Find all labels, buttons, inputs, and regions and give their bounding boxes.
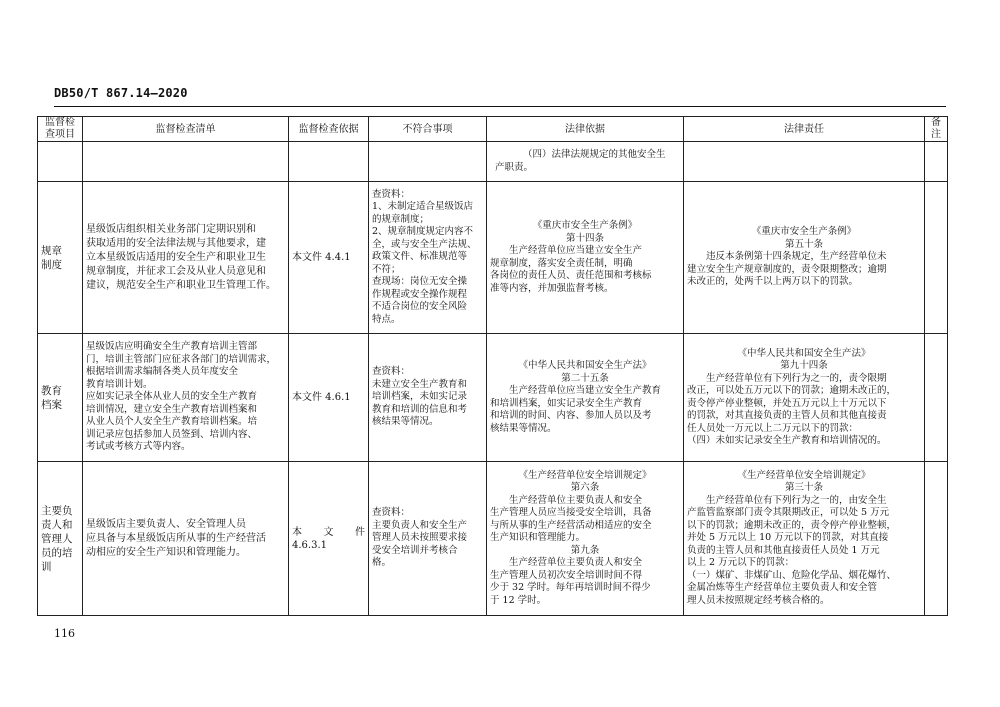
basis-cell bbox=[289, 142, 369, 182]
liability-cell: 《生产经营单位安全培训规定》 第三十条 生产经营单位有下列行为之一的，由安全生 产监管监察部门责令其限期改正，可以处 5 万元 以下的罚款；逾期未改正的，责令停产停业整顿， 并处 5 万元以上 10 万元以下的罚款，对其直接 负责的主管人员和其他直接责任人员处 1 万元 以上 2 万元以下的罚款： （一）煤矿、非煤矿山、危险化学品、烟花爆竹、 金属冶炼等生产经营单位主要负责人和安全管 理人员未按照规定经考核合格的。 bbox=[684, 462, 925, 616]
header-remark: 备 注 bbox=[925, 117, 948, 142]
supervision-table bbox=[37, 116, 948, 616]
document-number: DB50/T 867.14—2020 bbox=[54, 86, 188, 100]
checklist-cell bbox=[83, 142, 289, 182]
basis-cell: 本文件 4.6.1 bbox=[289, 334, 369, 462]
remark-cell bbox=[925, 182, 948, 334]
item-cell: 主要负 责人和 管理人 员的培 训 bbox=[38, 462, 83, 616]
header-basis: 监督检查依据 bbox=[289, 117, 369, 142]
nonconform-cell: 查资料： 未建立安全生产教育和 培训档案，未如实记录 教育和培训的信息和考 核结果等情况。 bbox=[369, 334, 487, 462]
nonconform-cell bbox=[369, 142, 487, 182]
remark-cell bbox=[925, 142, 948, 182]
item-cell: 教育 档案 bbox=[38, 334, 83, 462]
liability-cell: 《中华人民共和国安全生产法》 第九十四条 生产经营单位有下列行为之一的，责令限期 改正，可以处五万元以下的罚款；逾期未改正的， 责令停产停业整顿，并处五万元以上十万元以下 的罚款，对其直接负责的主管人员和其他直接责 任人员处一万元以上二万元以下的罚款： （四）未如实记录安全生产教育和培训情况的。 bbox=[684, 334, 925, 462]
law-cell: 《重庆市安全生产条例》 第十四条 生产经营单位应当建立安全生产 规章制度，落实安全责任制，明确 各岗位的责任人员、责任范围和考核标 准等内容，并加强监督考核。 bbox=[487, 182, 684, 334]
table-row bbox=[38, 182, 948, 334]
law-cell: （四）法律法规规定的其他安全生 产职责。 bbox=[487, 142, 684, 182]
page-number: 116 bbox=[54, 627, 75, 640]
table-row bbox=[38, 462, 948, 616]
header-law: 法律依据 bbox=[487, 117, 684, 142]
header-rule bbox=[54, 106, 946, 107]
nonconform-cell: 查资料： 1、未制定适合星级饭店 的规章制度； 2、规章制度规定内容不 全，或与安全生产法规、 政策文件、标准规范等 不符； 查现场：岗位无安全操 作规程或安全操作规程 不适合岗位的安全风险 特点。 bbox=[369, 182, 487, 334]
law-cell: 《中华人民共和国安全生产法》 第二十五条 生产经营单位应当建立安全生产教育 和培训档案，如实记录安全生产教育 和培训的时间、内容、参加人员以及考 核结果等情况。 bbox=[487, 334, 684, 462]
header-item: 监督检 查项目 bbox=[38, 117, 83, 142]
basis-cell: 本文件 4.4.1 bbox=[289, 182, 369, 334]
item-cell bbox=[38, 142, 83, 182]
table-header-row bbox=[38, 117, 948, 142]
header-nonconform: 不符合事项 bbox=[369, 117, 487, 142]
remark-cell bbox=[925, 334, 948, 462]
item-cell: 规章 制度 bbox=[38, 182, 83, 334]
liability-cell: 《重庆市安全生产条例》 第五十条 违反本条例第十四条规定，生产经营单位未 建立安全生产规章制度的，责令限期整改；逾期 未改正的，处两千以上两万以下的罚款。 bbox=[684, 182, 925, 334]
table-row bbox=[38, 142, 948, 182]
liability-cell bbox=[684, 142, 925, 182]
checklist-cell: 星级饭店组织相关业务部门定期识别和 获取适用的安全法律法规与其他要求，建 立本星级饭店适用的安全生产和职业卫生 规章制度，并征求工会及从业人员意见和 建议，规范安全生产和职业卫生管理工作。 bbox=[83, 182, 289, 334]
header-checklist: 监督检查清单 bbox=[83, 117, 289, 142]
nonconform-cell: 查资料： 主要负责人和安全生产 管理人员未按照要求接 受安全培训并考核合 格。 bbox=[369, 462, 487, 616]
checklist-cell: 星级饭店主要负责人、安全管理人员 应具备与本星级饭店所从事的生产经营活 动相应的安全生产知识和管理能力。 bbox=[83, 462, 289, 616]
law-cell: 《生产经营单位安全培训规定》 第六条 生产经营单位主要负责人和安全 生产管理人员应当接受安全培训，具备 与所从事的生产经营活动相适应的安全 生产知识和管理能力。 第九条 生产经营单位主要负责人和安全 生产管理人员初次安全培训时间不得 少于 32 学时。每年再培训时间不得少 于 12 学时。 bbox=[487, 462, 684, 616]
table-row bbox=[38, 334, 948, 462]
remark-cell bbox=[925, 462, 948, 616]
basis-cell: 本 文 件 4.6.3.1 bbox=[289, 462, 369, 616]
checklist-cell: 星级饭店应明确安全生产教育培训主管部 门，培训主管部门应征求各部门的培训需求， 根据培训需求编制各类人员年度安全 教育培训计划。 应如实记录全体从业人员的安全生产教育 培训情况，建立安全生产教育培训档案和 从业人员个人安全生产教育培训档案。培 训记录应包括参加人员签到、培训内容、 考试或考核方式等内容。 bbox=[83, 334, 289, 462]
header-liability: 法律责任 bbox=[684, 117, 925, 142]
